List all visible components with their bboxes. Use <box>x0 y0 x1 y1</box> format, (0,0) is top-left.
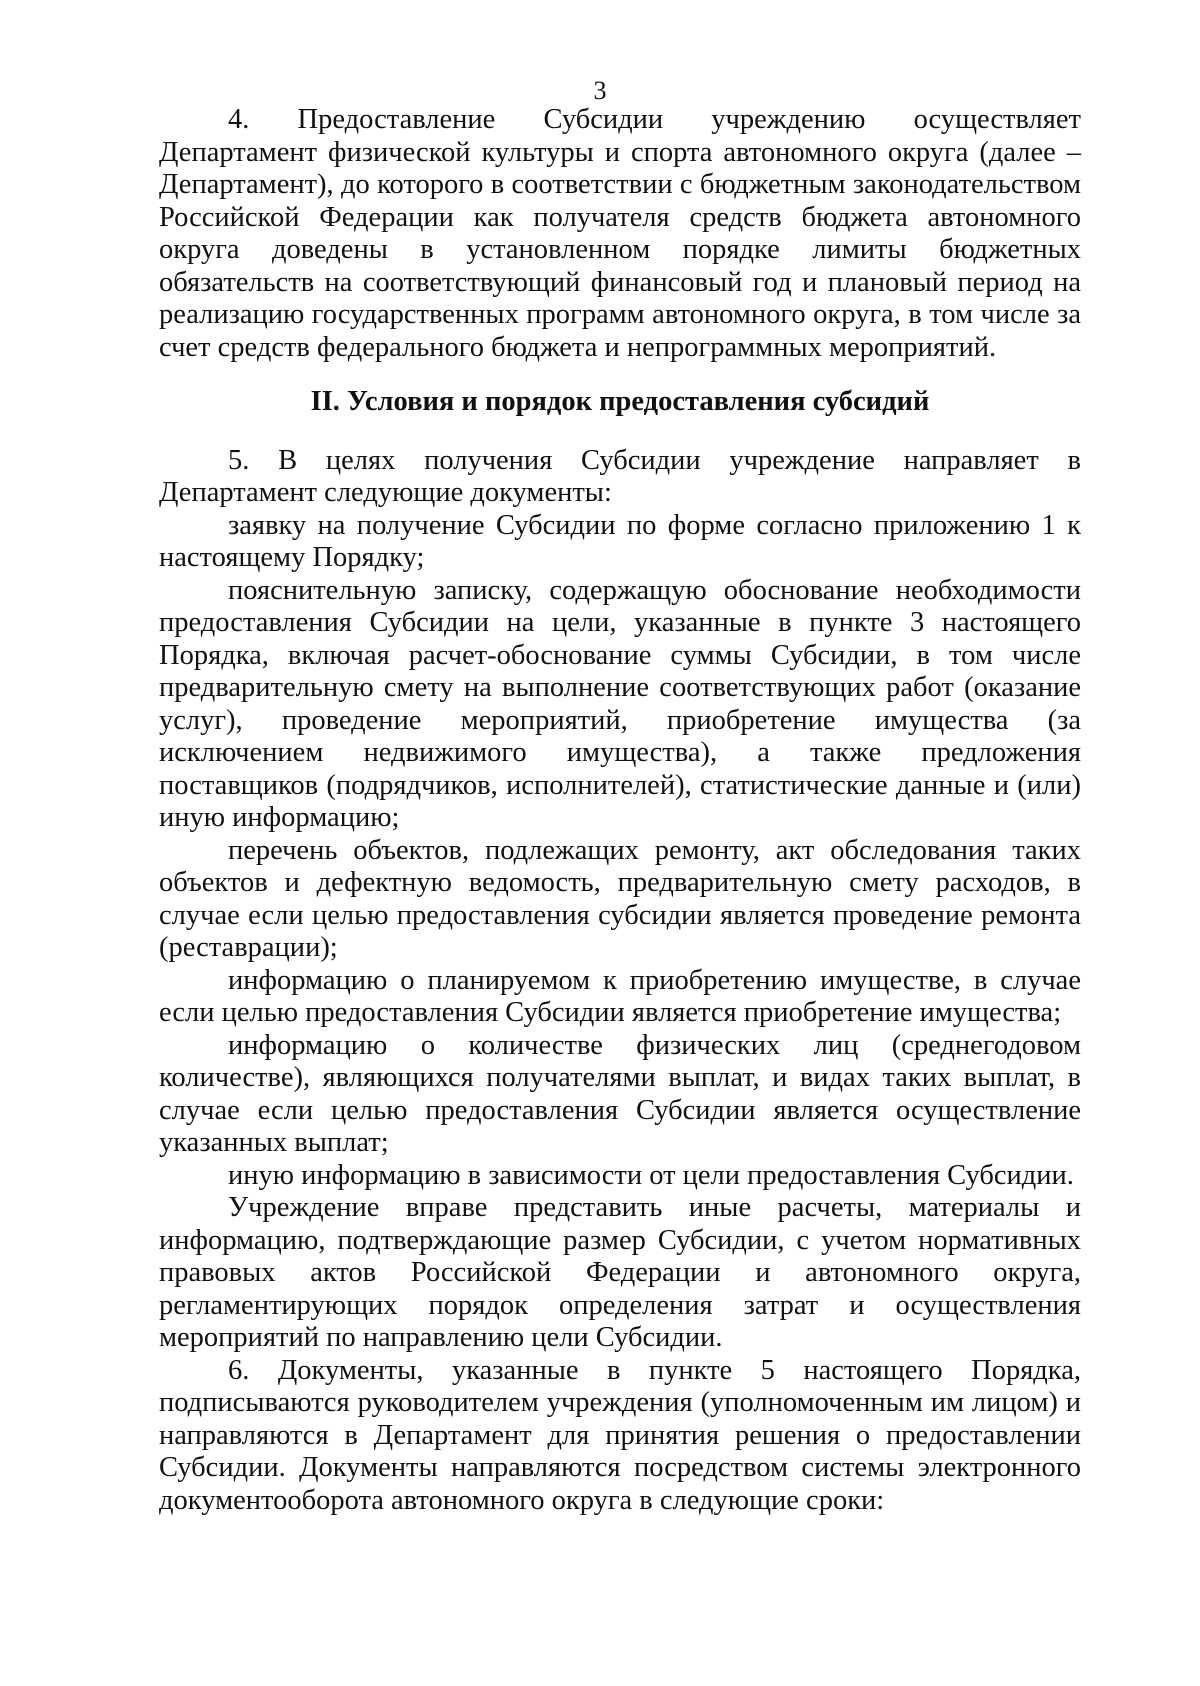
list-item-repair-objects: перечень объектов, подлежащих ремонту, акт обследования таких объектов и дефектную ведомость, предварительную смету расходов, в случае если целью предоставления субсидии является проведение ремонта (реставрации); <box>159 834 1081 963</box>
list-item-other-info: иную информацию в зависимости от цели предоставления Субсидии. <box>228 1159 1074 1191</box>
document-body <box>159 104 1081 1517</box>
page-number: 3 <box>593 76 607 105</box>
list-item-application: заявку на получение Субсидии по форме согласно приложению 1 к настоящему Порядку; <box>159 509 1081 573</box>
paragraph-additional-materials: Учреждение вправе представить иные расчеты, материалы и информацию, подтверждающие размер Субсидии, с учетом нормативных правовых актов Российской Федерации и автономного округа, регламентирующих порядок определения затрат и осуществления мероприятий по направлению цели Субсидии. <box>159 1192 1081 1353</box>
section-heading: II. Условия и порядок предоставления субсидий <box>310 386 930 417</box>
list-item-property-info: информацию о планируемом к приобретению имуществе, в случае если целью предоставления Субсидии является приобретение имущества; <box>159 964 1081 1028</box>
paragraph-4: 4. Предоставление Субсидии учреждению осуществляет Департамент физической культуры и спорта автономного округа (далее – Департамент), до которого в соответствии с бюджетным законодательством Российской Федерации как получателя средств бюджета автономного округа доведены в установленном порядке лимиты бюджетных обязательств на соответствующий финансовый год и плановый период на реализацию государственных программ автономного округа, в том числе за счет средств федерального бюджета и непрограммных мероприятий. <box>159 104 1081 363</box>
list-item-payments-info: информацию о количестве физических лиц (среднегодовом количестве), являющихся получателями выплат, и видах таких выплат, в случае если целью предоставления Субсидии является осуществление указанных выплат; <box>159 1029 1081 1158</box>
paragraph-6: 6. Документы, указанные в пункте 5 настоящего Порядка, подписываются руководителем учреждения (уполномоченным им лицом) и направляются в Департамент для принятия решения о предоставлении Субсидии. Документы направляются посредством системы электронного документооборота автономного округа в следующие сроки: <box>159 1354 1081 1516</box>
paragraph-5: 5. В целях получения Субсидии учреждение направляет в Департамент следующие документы: <box>159 444 1081 508</box>
list-item-explanatory-note: пояснительную записку, содержащую обоснование необходимости предоставления Субсидии на цели, указанные в пункте 3 настоящего Порядка, включая расчет-обоснование суммы Субсидии, в том числе предварительную смету на выполнение соответствующих работ (оказание услуг), проведение мероприятий, приобретение имущества (за исключением недвижимого имущества), а также предложения поставщиков (подрядчиков, исполнителей), статистические данные и (или) иную информацию; <box>159 574 1081 833</box>
